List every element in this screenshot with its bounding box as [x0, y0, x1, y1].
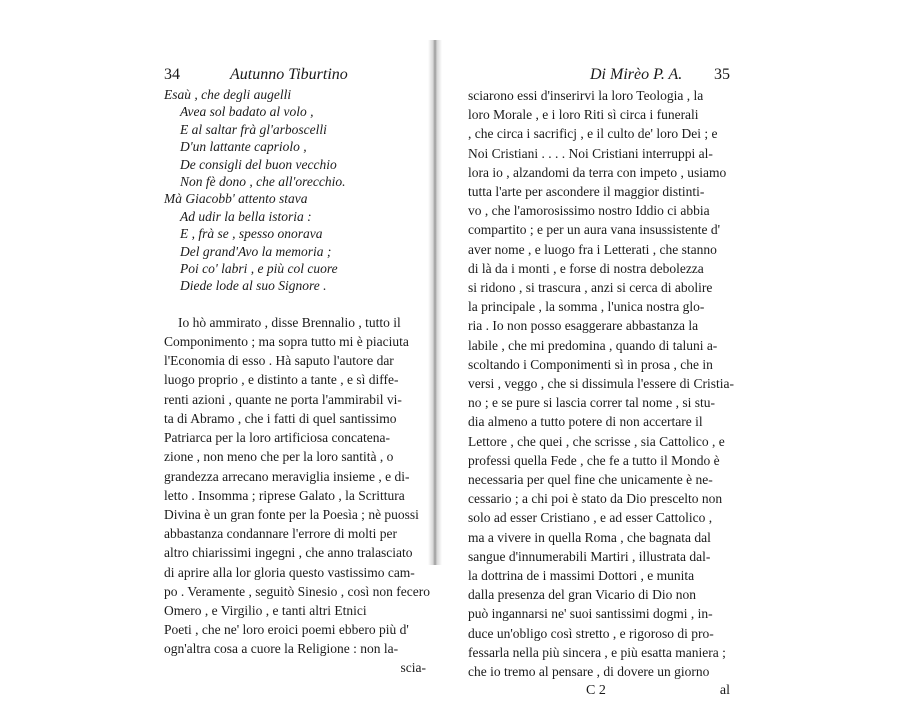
poem-line: Ad udir la bella istoria :: [180, 208, 312, 224]
poem: [164, 86, 426, 295]
poem-line: Esaù , che degli augelli: [164, 87, 292, 102]
prose-line: aver nome , e luogo fra i Letterati , che stanno: [468, 241, 717, 257]
poem-line: Del grand'Avo la memoria ;: [180, 243, 332, 259]
prose-line: ria . Io non posso esaggerare abbastanza la: [468, 318, 699, 334]
prose-line: la dottrina de i massimi Dottori , e munita: [468, 568, 695, 584]
prose-line: Io hò ammirato , disse Brennalio , tutto il: [178, 314, 401, 330]
prose-line: dalla presenza del gran Vicario di Dio non: [468, 587, 696, 603]
prose-line: vo , che l'amorosissimo nostro Iddio ci abbia: [468, 203, 710, 219]
poem-line: E , frà se , spesso onorava: [180, 226, 323, 242]
prose-line: , che circa i sacrificj , e il culto de' loro Dei ; e: [468, 126, 718, 142]
prose-line: Componimento ; ma sopra tutto mi è piaciuta: [164, 334, 409, 350]
prose-line: si ridono , si trascura , anzi si cerca di abolire: [468, 280, 713, 296]
poem-line: Poi co' labri , e più col cuore: [180, 261, 338, 277]
poem-line: D'un lattante capriolo ,: [180, 139, 307, 155]
right-page-footer: [468, 683, 730, 703]
prose-line: lora io , alzandomi da terra con impeto , usiamo: [468, 164, 727, 180]
right-page-number: 35: [714, 66, 730, 83]
left-running-title: Autunno Tiburtino: [230, 66, 348, 83]
prose-line: abbastanza condannare l'errore di molti per: [164, 526, 397, 542]
prose-line: necessaria per quel fine che unicamente è ne-: [468, 472, 713, 488]
prose-line: Patriarca per la loro artificiosa concatena-: [164, 430, 390, 446]
prose-line: Divina è un gran fonte per la Poesìa ; nè puossi: [164, 506, 419, 522]
prose-line: compartito ; e per un aura vana insussistente d': [468, 222, 721, 238]
prose-line: versi , veggo , che si dissimula l'essere di Cristia-: [468, 376, 735, 392]
prose-line: letto . Insomma ; riprese Galato , la Scrittura: [164, 487, 405, 503]
prose-line: cessario ; a chi poi è stato da Dio prescelto non: [468, 491, 723, 507]
prose-line: Poeti , che ne' loro eroici poemi ebbero più d': [164, 622, 409, 638]
prose-line: tutta l'arte per ascondere il maggior distinti-: [468, 184, 705, 200]
right-catchword: al: [719, 683, 730, 699]
prose-line: può ingannarsi ne' suoi santissimi dogmi , in-: [468, 606, 713, 622]
prose-line: Omero , e Virgilio , e tanti altri Etnici: [164, 602, 367, 618]
prose-line: Noi Cristiani . . . . Noi Cristiani interruppi al-: [468, 145, 713, 161]
prose-line: luogo proprio , e distinto a tante , e sì diffe-: [164, 372, 399, 388]
prose-line: duce un'obligo così stretto , e rigoroso di pro-: [468, 625, 714, 641]
poem-line: Diede lode al suo Signore .: [180, 278, 327, 294]
prose-line: che io tremo al pensare , di dovere un giorno: [468, 664, 710, 680]
poem-line: De consigli del buon vecchio: [180, 156, 337, 172]
right-page-header: [468, 66, 730, 86]
signature-mark: C 2: [586, 683, 606, 699]
prose-line: zione , non meno che per la loro santità , o: [164, 449, 394, 465]
book-gutter: [428, 40, 442, 565]
prose-line: l'Economia di esso . Hà saputo l'autore dar: [164, 353, 394, 369]
prose-line: fessarla nella più sincera , e più esatta maniera ;: [468, 644, 726, 660]
right-page: [468, 66, 735, 703]
prose-line: sangue d'innumerabili Martiri , illustrata dal-: [468, 548, 711, 564]
left-page-header: [164, 66, 426, 86]
prose-line: ogn'altra cosa a cuore la Religione : non la-: [164, 641, 399, 657]
poem-line: Mà Giacobb' attento stava: [164, 191, 308, 207]
prose-line: no ; e se pure si lascia correr tal nome , si stu-: [468, 395, 716, 411]
poem-line: Non fè dono , che all'orecchio.: [180, 174, 346, 190]
right-prose: [468, 86, 735, 681]
left-page: [164, 66, 430, 677]
poem-line: E al saltar frà gl'arboscelli: [180, 121, 327, 137]
prose-line: labile , che mi predomina , quando di taluni a-: [468, 337, 718, 353]
left-catchword: scia-: [400, 659, 426, 675]
prose-line: sciarono essi d'inserirvi la loro Teologia , la: [468, 88, 704, 103]
prose-line: grandezza arrecano meraviglia insieme , e di-: [164, 468, 410, 484]
prose-line: ma a vivere in quella Roma , che bagnata dal: [468, 529, 711, 545]
left-prose: [164, 313, 430, 659]
prose-line: professi quella Fede , che fe a tutto il Mondo è: [468, 452, 720, 468]
prose-line: ta di Abramo , che i fatti di quel santissimo: [164, 410, 397, 426]
prose-line: la principale , la somma , l'unica nostra glo-: [468, 299, 705, 315]
prose-line: solo ad esser Cristiano , e ad esser Cattolico ,: [468, 510, 713, 526]
prose-line: altro chiarissimi ingegni , che anno tralasciato: [164, 545, 413, 561]
poem-line: Avea sol badato al volo ,: [180, 104, 314, 120]
prose-line: scoltando i Componimenti sì in prosa , che in: [468, 356, 713, 372]
prose-line: loro Morale , e i loro Riti sì circa i funerali: [468, 107, 699, 123]
prose-line: renti azioni , quante ne porta l'ammirabil vi-: [164, 391, 402, 407]
prose-line: di là da i monti , e forse di nostra debolezza: [468, 260, 704, 276]
right-running-title: Di Mirèo P. A.: [590, 66, 683, 83]
prose-line: di aprire alla lor gloria questo vastissimo cam-: [164, 564, 415, 580]
prose-line: Lettore , che quei , che scrisse , sia Cattolico , e: [468, 433, 725, 449]
prose-line: po . Veramente , seguitò Sinesio , così non fecero: [164, 583, 430, 599]
left-page-number: 34: [164, 66, 180, 83]
prose-line: dia almeno a tutto potere di non accertare il: [468, 414, 703, 430]
